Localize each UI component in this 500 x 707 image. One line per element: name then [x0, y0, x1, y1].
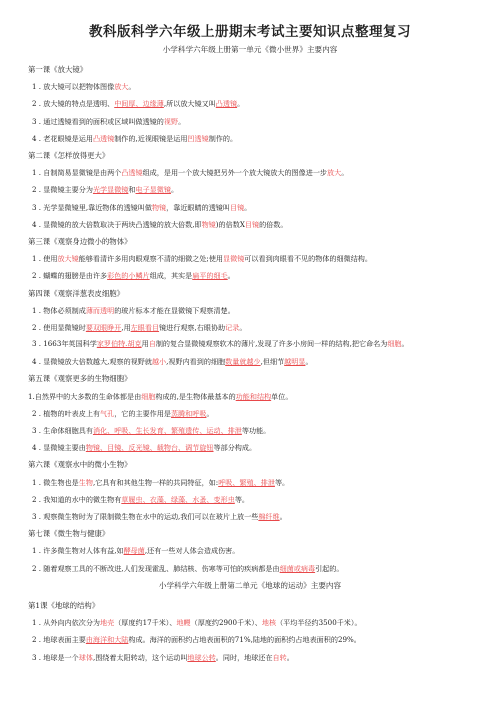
highlighted-term: 家罗伯特.胡克 [96, 339, 142, 349]
highlighted-term: 酵母菌 [123, 546, 145, 556]
item-text: 1.自然界中的大多数的生命体都是由 [28, 391, 142, 401]
item-text: 1 . 物体必须制成 [32, 305, 86, 315]
highlighted-term: 由海洋和大陆 [85, 635, 129, 645]
item-text: 2 . 使用显微镜时 [32, 323, 86, 333]
highlighted-term: 目镜 [244, 219, 260, 229]
item-text: 3 . 通过透镜看到的面积或区域叫做透镜的 [32, 116, 164, 126]
item-text: ，靠近眼睛的透镜叫 [166, 202, 230, 212]
highlighted-term: 物镜、目镜、反光镜、载物台、调节旋钮 [85, 443, 214, 453]
item-text: 构成的,是生物体最基本的 [155, 391, 236, 401]
knowledge-item [32, 319, 478, 336]
highlighted-term: 消化、呼吸、生长发育、繁殖遗传、运动、排泄 [92, 426, 242, 436]
item-text: 。 [244, 202, 252, 212]
highlighted-term: 自转 [272, 652, 287, 662]
item-text: （厚度约17千米）、 [114, 618, 177, 628]
item-text: 2 . 蝴蝶的翅膀是由许多 [32, 271, 108, 281]
highlighted-term: 左眼看目 [130, 323, 160, 333]
item-text: 。 [401, 339, 409, 349]
lesson-title: 第一课《放大镜》 [28, 65, 88, 74]
item-text: ,视野内看到的细胞 [166, 357, 226, 367]
highlighted-term: 电子显微镜 [135, 185, 171, 195]
highlighted-term: 草履虫、衣藻、绿藻、水蚤、变形虫 [121, 494, 235, 504]
highlighted-term: 棉纤维 [258, 512, 280, 522]
knowledge-item [32, 95, 478, 112]
highlighted-term: 记录 [225, 323, 240, 333]
knowledge-item [32, 508, 478, 525]
knowledge-item [32, 614, 478, 631]
item-text: 。 [286, 652, 294, 662]
item-text: 1 . 微生物也是 [32, 477, 79, 487]
item-text: 2 . 植物的叶表皮上有 [32, 408, 101, 418]
item-text: 等部分构成。 [213, 443, 257, 453]
highlighted-term: 目镜 [229, 202, 245, 212]
item-text: 等。 [274, 477, 290, 487]
lesson-title: 第六课《观察水中的微小生物》 [28, 460, 132, 470]
knowledge-item [32, 164, 478, 181]
highlighted-term: 细菌或病毒 [279, 563, 316, 573]
knowledge-item [32, 216, 478, 233]
highlighted-term: 凸透镜 [121, 168, 143, 178]
item-text: 3 . 1663年英国科学 [32, 339, 97, 349]
knowledge-item [32, 491, 478, 508]
item-text: ,围绕着太阳转动，这个运动叫 [92, 652, 188, 662]
item-text: ，它的主要作用是 [114, 408, 171, 418]
highlighted-term: 彩色的小鳞片 [107, 271, 150, 281]
item-text: 2 . 我知道的水中的微生物有 [32, 494, 122, 504]
lesson-title: 第1课《地球的结构》 [28, 600, 100, 610]
item-text: ,它具有和其他生物一样的共同特征，如: [92, 477, 219, 487]
highlighted-term: 蒸腾和呼吸 [170, 408, 207, 418]
knowledge-item [32, 250, 478, 267]
item-text: 。 [305, 357, 313, 367]
knowledge-item [32, 302, 478, 319]
item-text: 。 [237, 99, 245, 109]
item-text: 的倍数。 [259, 219, 288, 229]
knowledge-item [32, 474, 478, 491]
item-text: 制的复合显微镜观察软木的薄片,发现了许多小房间一样的结构,把它命名为 [155, 339, 388, 349]
item-text: 。 [341, 168, 349, 178]
item-text: 2 . 放大镜的特点是透明、 [32, 99, 115, 109]
item-text: 2 . 随着观察工具的不断改进,人们发现霍乱、肺结核、伤寒等可怕的疾病都是由 [32, 563, 280, 573]
item-text: 1 . 使用 [32, 254, 58, 264]
highlighted-term: 物镜 [201, 219, 216, 229]
knowledge-item [32, 649, 478, 666]
item-text: 镜进行观察,右眼协助 [159, 323, 226, 333]
knowledge-item [32, 542, 478, 559]
item-text: 1 . 从外向内依次分为 [32, 618, 101, 628]
document-title: 教科版科学六年级上册期末考试主要知识点整理复习 [89, 24, 411, 40]
item-text: 3 . 地球是一个 [32, 652, 79, 662]
item-text: 2 . 地球表面主要 [32, 635, 86, 645]
item-text: 1 . 放大镜可以把物体图像 [32, 82, 115, 92]
highlighted-term: 数量就越少 [225, 357, 261, 367]
highlighted-term: 放大 [114, 82, 129, 92]
lesson-title: 第七课《微生物与健康》 [28, 529, 110, 539]
item-text: 。 [206, 408, 214, 418]
knowledge-item [32, 78, 478, 95]
highlighted-term: 视野 [163, 116, 179, 126]
item-text: ,但细节 [260, 357, 285, 367]
item-text: ,所以放大镜又叫 [163, 99, 216, 109]
item-text: ,用 [121, 323, 131, 333]
item-text: （厚度约2900千米）、 [190, 618, 262, 628]
highlighted-term: 放大 [327, 168, 342, 178]
item-text: 。 [178, 116, 186, 126]
item-text: 3 . 观察微生物时为了限制微生物在水中的运动,我们可以在玻片上放一些 [32, 512, 259, 522]
item-text: )的倍数X [215, 219, 245, 229]
knowledge-item [32, 405, 478, 422]
highlighted-term: 扁平的细毛 [192, 271, 228, 281]
item-text: 3 . 生命体细胞具有 [32, 426, 93, 436]
item-text: 制作的,近视眼镜是运用 [114, 133, 188, 143]
item-text: 等。 [234, 494, 249, 504]
highlighted-term: 越明显 [284, 357, 306, 367]
item-text: 4 . 显微镜的放大倍数取决于两块凸透镜的放大倍数,即 [32, 219, 202, 229]
knowledge-item [28, 388, 478, 405]
highlighted-term: 放大镜 [57, 254, 79, 264]
highlighted-term: 自 [148, 339, 156, 349]
lesson-title: 第二课《怎样放得更大》 [28, 151, 110, 161]
knowledge-item [32, 336, 478, 353]
item-text: 用 [141, 339, 149, 349]
item-text: （平均半径约3500千米）。 [276, 618, 362, 628]
item-text: ,还有一些对人体会造成伤害。 [144, 546, 240, 556]
item-text: 1 . 许多微生物对人体有益,如 [32, 546, 124, 556]
item-text: 和 [128, 185, 136, 195]
highlighted-term: 球体 [78, 652, 93, 662]
highlighted-term: 呼吸、繁殖、排泄 [218, 477, 275, 487]
item-text: 可以看到肉眼看不见的物体的细微结构。 [244, 254, 372, 264]
unit-heading: 小学科学六年级上册第二单元《地球的运动》主要内容 [158, 580, 342, 590]
highlighted-term: 薄而透明 [85, 305, 115, 315]
item-text: 组成，其实是 [149, 271, 193, 281]
item-text: 单位。 [271, 391, 293, 401]
item-text: 能够看清许多用肉眼观察不清的细微之处;使用 [78, 254, 224, 264]
item-text: 。 [239, 323, 247, 333]
item-text: 。 [170, 185, 179, 195]
highlighted-term: 中间厚、边缘薄 [114, 99, 164, 109]
highlighted-term: 功能和结构 [235, 391, 272, 401]
highlighted-term: 光学显微镜 [92, 185, 129, 195]
item-text: 的玻片标本才能在显微镜下观察清楚。 [114, 305, 235, 315]
highlighted-term: 细胞 [141, 391, 156, 401]
highlighted-term: 气孔 [100, 408, 115, 418]
item-text: 2 . 显微镜主要分为 [32, 185, 93, 195]
item-text: 组成，是用一个放大镜把另外一个放大镜放大的图像进一步 [142, 168, 328, 178]
lesson-title: 第五课《观察更多的生物细胞》 [28, 374, 132, 384]
highlighted-term: 生物 [78, 477, 93, 487]
item-text: 构成。海洋的面积约占地表面积的71%,陆地的面积约占地表面积的29%。 [128, 635, 361, 645]
highlighted-term: 越小 [151, 357, 167, 367]
highlighted-term: 地壳 [100, 618, 115, 628]
highlighted-term: 地核 [261, 618, 277, 628]
highlighted-term: 细胞 [387, 339, 402, 349]
item-text: 1 . 自制简易显微镜是由两个 [32, 168, 122, 178]
highlighted-term: 地幔 [176, 618, 191, 628]
unit-heading: 小学科学六年级上册第一单元《微小世界》主要内容 [162, 45, 338, 54]
document-body [22, 44, 478, 666]
lesson-title: 第四课《观察洋葱表皮细胞》 [28, 288, 125, 298]
item-text: 。同时，地球还在 [215, 652, 273, 662]
knowledge-item [32, 353, 478, 370]
highlighted-term: 地球公转 [187, 652, 216, 662]
item-text: 等功能。 [241, 426, 271, 436]
highlighted-term: 显微镜 [223, 254, 245, 264]
item-text: 引起的。 [315, 563, 344, 573]
knowledge-item [32, 113, 478, 130]
item-text: 制作的。 [208, 133, 238, 143]
item-text: 3 . 光学显微镜里,靠近物体的透镜叫做 [32, 202, 152, 212]
knowledge-item [32, 631, 478, 648]
item-text: 。 [279, 512, 287, 522]
highlighted-term: 凸透镜 [215, 99, 238, 109]
item-text: 4 . 显微镜放大倍数越大,观察的视野就 [32, 357, 152, 367]
lesson-title: 第三课《观察身边微小的物体》 [28, 237, 132, 247]
highlighted-term: 物镜 [151, 202, 167, 212]
item-text: 4 . 老花眼镜是运用 [32, 133, 93, 143]
knowledge-item [32, 199, 478, 216]
highlighted-term: 要双眼睁开 [85, 323, 122, 333]
knowledge-item [32, 267, 478, 284]
knowledge-item [32, 422, 478, 439]
highlighted-term: 凸透镜 [92, 133, 115, 143]
item-text: 。 [227, 271, 235, 281]
knowledge-item [32, 560, 478, 577]
highlighted-term: 凹透镜 [187, 133, 209, 143]
knowledge-item [32, 181, 478, 198]
knowledge-item [32, 130, 478, 147]
knowledge-item [32, 439, 478, 456]
item-text: 4 . 显微镜主要由 [32, 443, 86, 453]
item-text: 。 [128, 82, 136, 92]
